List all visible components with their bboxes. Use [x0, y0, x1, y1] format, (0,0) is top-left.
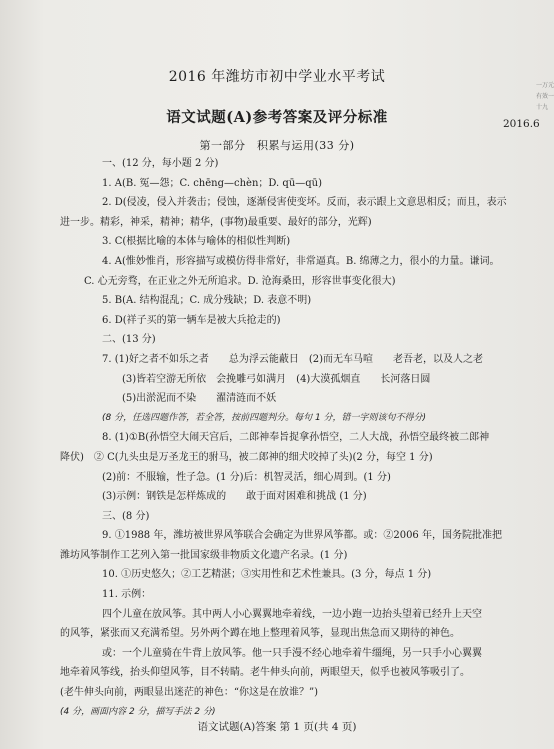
answer-line: 2. D(侵凌，侵入并袭击；侵蚀，逐渐侵害使变坏。反而，表示跟上文意思相反；而且，表示: [102, 197, 507, 209]
answer-line: (3)示例：钢铁是怎样炼成的 敢于面对困难和挑战 (1 分): [102, 491, 367, 503]
answer-line: (老牛伸头向前，两眼显出迷茫的神色：“你这是在放谁？”): [60, 687, 319, 699]
answer-line: 8. (1)①B(孙悟空大闹天宫后，二郎神奉旨捉拿孙悟空，二人大战，孙悟空最终被二郎神: [102, 432, 490, 444]
answer-body: [60, 154, 542, 722]
answer-line: 的风筝，紧张而又充满希望。另外两个蹲在地上整理着风筝，显现出焦急而又期待的神色。: [60, 628, 460, 640]
document-date: 2016.6: [503, 118, 540, 130]
part-title: 第一部分 积累与运用(33 分): [199, 139, 355, 152]
answer-line: 4. A(惟妙惟肖，形容描写或模仿得非常好，非常逼真。B. 绵薄之力，很小的力量。谦词。: [102, 255, 500, 267]
answer-line: 6. D(祥子买的第一辆车是被大兵抢走的): [102, 314, 281, 326]
answer-line: 进一步。精彩，神采，精神；精华，(事物)最重要、最好的部分，光辉): [60, 216, 372, 228]
answer-line: 四个儿童在放风筝。其中两人小心翼翼地牵着线，一边小跑一边抬头望着已经升上天空: [102, 608, 482, 620]
answer-line: 或：一个儿童骑在牛背上放风筝。他一只手漫不经心地牵着牛缰绳，另一只手小心翼翼: [102, 647, 482, 659]
answer-line: 7. (1)好之者不如乐之者 总为浮云能蔽日 (2)而无车马喧 老吾老，以及人之老: [102, 353, 484, 365]
scoring-note: (8 分，任选四题作答，若全答，按前四题判分。每句 1 分，错一字则该句不得分): [102, 412, 427, 423]
answer-line: (3)皆若空游无所依 会挽雕弓如满月 (4)大漠孤烟直 长河落日圆: [122, 373, 431, 385]
answer-line: (5)出淤泥而不染 濯清涟而不妖: [122, 393, 277, 405]
section-heading: 一、(12 分，每小题 2 分): [102, 158, 219, 169]
corner-note: 一万元有效一十九: [536, 82, 554, 111]
answer-line: (2)前：不服输，性子急。(1 分)后：机智灵活，细心周到。(1 分): [102, 471, 391, 483]
answer-line: 潍坊风筝制作工艺列入第一批国家级非物质文化遗产名录。(1 分): [60, 549, 348, 561]
answer-line: 10. ①历史悠久；②工艺精湛；③实用性和艺术性兼具。(3 分，每点 1 分): [102, 569, 432, 581]
section-heading: 三、(8 分): [102, 510, 150, 522]
answer-line: 5. B(A. 结构混乱；C. 成分残缺；D. 表意不明): [102, 295, 312, 307]
answer-line: 降伏) ② C(九头虫是万圣龙王的驸马，被二郎神的细犬咬掉了头)(2 分，每空 1 分): [60, 451, 433, 463]
scoring-note: (4 分，画面内容 2 分，描写手法 2 分): [60, 706, 216, 717]
answer-line: 3. C(根据比喻的本体与喻体的相似性判断): [102, 236, 291, 248]
answer-line: C. 心无旁骛，在正业之外无所追求。D. 沧海桑田，形容世事变化很大): [84, 275, 396, 287]
document-title: 语文试题(A)参考答案及评分标准: [166, 109, 388, 126]
page-footer: 语文试题(A)答案 第 1 页(共 4 页): [197, 721, 357, 733]
answer-line: 9. ①1988 年，潍坊被世界风筝联合会确定为世界风筝都。或：②2006 年，国务院批准把: [102, 530, 502, 542]
answer-line: 11. 示例：: [102, 589, 152, 601]
exam-title: 2016 年潍坊市初中学业水平考试: [168, 69, 386, 85]
answer-line: 地牵着风筝线，抬头仰望风筝，目不转睛。老牛伸头向前，两眼望天，似乎也被风筝吸引了。: [60, 667, 470, 679]
section-heading: 二、(13 分): [102, 334, 156, 346]
answer-line: 1. A(B. 冤—怨；C. chēng—chèn；D. qū—qū): [102, 177, 323, 189]
